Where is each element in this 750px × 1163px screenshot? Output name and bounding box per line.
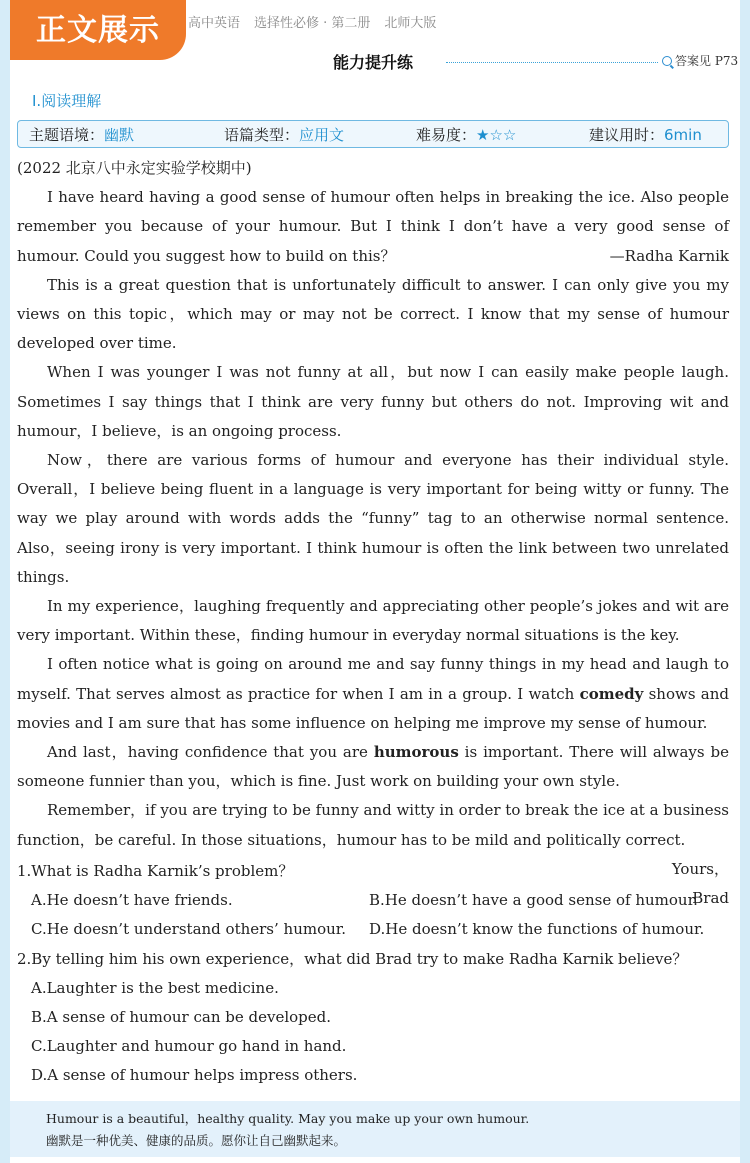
question-list <box>17 857 729 1091</box>
difficulty-info <box>416 124 516 145</box>
reply-paragraph-5 <box>17 650 729 738</box>
question-1-options-row-1 <box>17 886 729 915</box>
bold-word-comedy: comedy <box>579 684 644 703</box>
book-volume: 选择性必修 · 第二册 <box>254 16 371 31</box>
question-1-options-row-2 <box>17 915 729 944</box>
option-2c: C.Laughter and humour go hand in hand. <box>31 1037 347 1056</box>
option-1c: C.He doesn’t understand others’ humour. <box>31 920 347 939</box>
book-info <box>188 12 450 31</box>
letter-signer: Brad <box>692 889 729 908</box>
difficulty-stars: ★☆☆ <box>476 126 517 144</box>
quote-chinese: 幽默是一种优美、健康的品质。愿你让自己幽默起来。 <box>46 1133 347 1148</box>
reply-paragraph-3: Now，there are various forms of humour and everyone has their individual style. Overall，I believe being fluent in a language is very important for being witty or funny. The way we play around with words adds the “funny” tag to an otherwise normal sentence. Also，seeing irony is very important. I think humour is often the link between two unrelated things. <box>17 451 729 586</box>
genre-label: 语篇类型： <box>224 126 300 144</box>
theme-label: 主题语境： <box>29 126 105 144</box>
book-publisher: 北师大版 <box>384 16 437 31</box>
book-subject: 高中英语 <box>188 16 241 31</box>
time-label: 建议用时： <box>589 126 665 144</box>
option-2d: D.A sense of humour helps impress others. <box>31 1066 358 1085</box>
quote-box <box>10 1101 740 1157</box>
info-bar <box>17 120 729 148</box>
reply-paragraph-1: This is a great question that is unfortunately difficult to answer. I can only give you my views on this topic，which may or may not be correct. I know that my sense of humour developed over time. <box>17 275 729 353</box>
letter-signature: —Radha Karnik <box>609 246 729 265</box>
quote-english: Humour is a beautiful，healthy quality. May you make up your own humour. <box>46 1111 530 1126</box>
passage-source: (2022 北京八中永定实验学校期中) <box>17 159 252 177</box>
time-info <box>589 124 702 145</box>
passage <box>17 154 729 913</box>
page <box>10 0 740 1163</box>
reading-heading: Ⅰ.阅读理解 <box>32 92 102 110</box>
reply-paragraph-4: In my experience，laughing frequently and appreciating other people’s jokes and wit are very important. Within these，finding humour in everyday normal situations is the key. <box>17 597 729 645</box>
option-2a: A.Laughter is the best medicine. <box>31 978 279 997</box>
bold-word-humorous: humorous <box>373 743 459 762</box>
dotted-divider <box>446 62 658 63</box>
option-2b: B.A sense of humour can be developed. <box>31 1008 332 1027</box>
letter-question: I have heard having a good sense of humour often helps in breaking the ice. Also people remember you because of your humour. But I think I don’t have a very good sense of humour. Could you suggest how to build on this？ <box>17 188 729 265</box>
magnifier-icon <box>662 56 672 66</box>
option-1d: D.He doesn’t know the functions of humour. <box>369 920 705 939</box>
reply-p5-text-b: shows and movies and I am sure that has some influence on helping me improve my sense of humour. <box>17 684 729 732</box>
answer-ref-text: 答案见 P73 <box>675 54 739 68</box>
section-badge: 正文展示 <box>10 0 186 60</box>
question-2-stem: 2.By telling him his own experience，what did Brad try to make Radha Karnik believe？ <box>17 949 688 968</box>
difficulty-label: 难易度： <box>416 126 477 144</box>
genre-info <box>224 124 344 145</box>
question-1-stem: 1.What is Radha Karnik’s problem？ <box>17 862 294 880</box>
reply-paragraph-2: When I was younger I was not funny at all，but now I can easily make people laugh. Sometimes I say things that I think are very funny but others do not. Improving wit and humour，I believe，is an ongoing process. <box>17 363 729 440</box>
genre-value: 应用文 <box>299 126 345 144</box>
letter-closing: Yours， <box>671 859 729 878</box>
reply-p5-text-a: I often notice what is going on around me and say funny things in my head and laugh to myself. That serves almost as practice for when I am in a group. I watch <box>17 655 729 703</box>
theme-value: 幽默 <box>104 126 135 144</box>
option-1b: B.He doesn’t have a good sense of humour. <box>369 891 698 910</box>
section-title <box>333 50 413 73</box>
reply-p6-text-a: And last，having confidence that you are <box>47 743 374 762</box>
section-title-main: 能力提升 <box>333 53 398 72</box>
reply-paragraph-7: Remember，if you are trying to be funny and witty in order to break the ice at a business function，be careful. In those situations，humour has to be mild and politically correct. <box>17 801 729 849</box>
theme-info <box>29 124 134 145</box>
reply-p6-text-b: is important. There will always be someone funnier than you，which is fine. Just work on building your own style. <box>17 743 729 791</box>
reply-paragraph-6 <box>17 738 729 796</box>
time-value: 6min <box>664 126 702 144</box>
option-1a: A.He doesn’t have friends. <box>31 891 233 910</box>
answer-reference <box>662 52 738 69</box>
section-title-accent: 练 <box>397 53 414 72</box>
